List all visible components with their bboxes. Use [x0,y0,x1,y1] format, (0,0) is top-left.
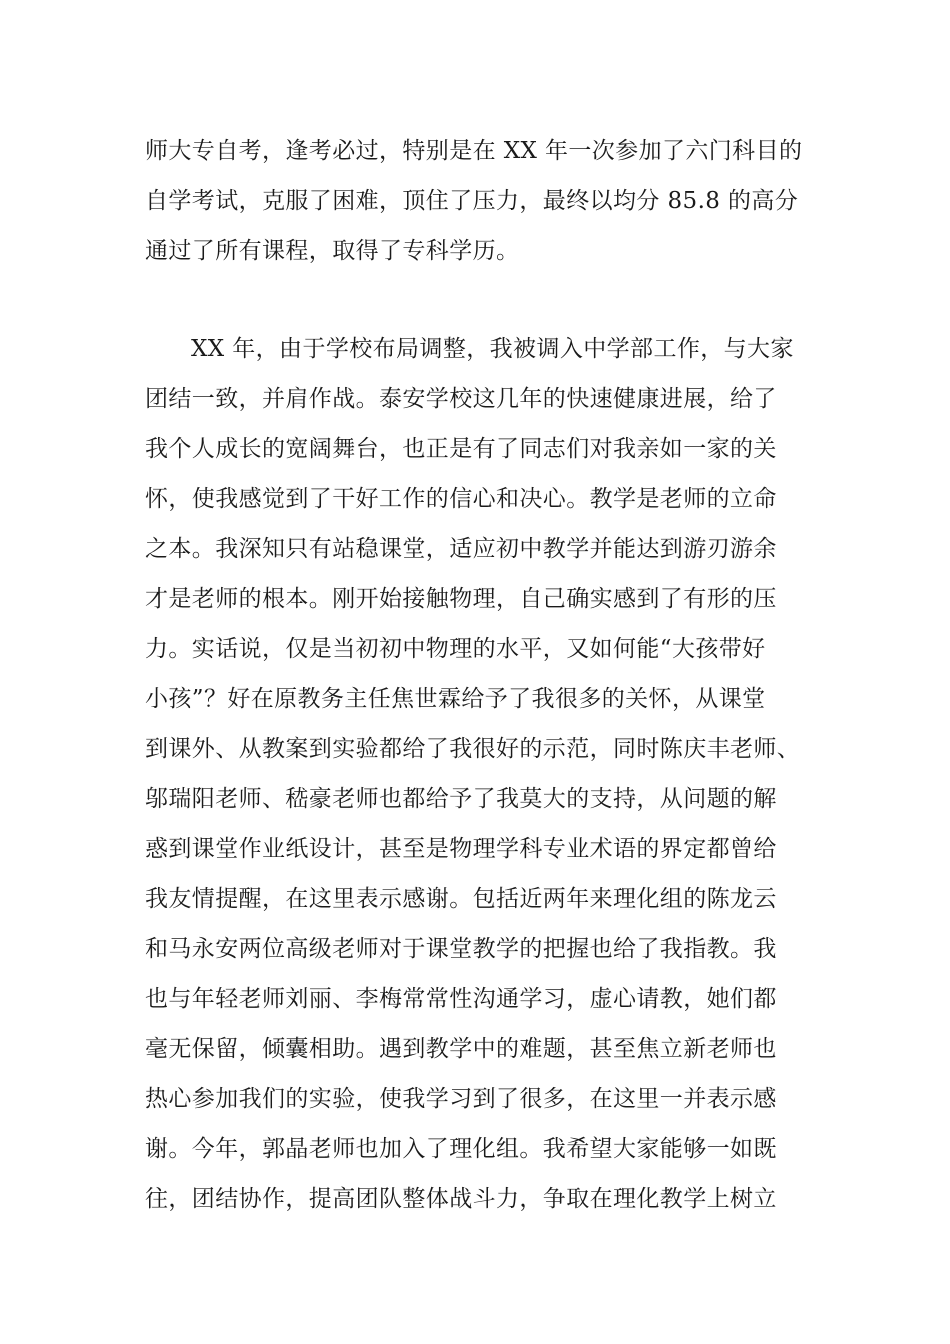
text-line: 才是老师的根本。刚开始接触物理，自己确实感到了有形的压 [145,586,777,612]
text-line: 我友情提醒，在这里表示感谢。包括近两年来理化组的陈龙云 [145,886,777,912]
text-line: 怀，使我感觉到了干好工作的信心和决心。教学是老师的立命 [145,486,777,512]
text-line: 我个人成长的宽阔舞台，也正是有了同志们对我亲如一家的关 [145,436,777,462]
text-line: 也与年轻老师刘丽、李梅常常性沟通学习，虚心请教，她们都 [145,986,777,1012]
text-line: 通过了所有课程，取得了专科学历。 [145,238,520,264]
text-line: 之本。我深知只有站稳课堂，适应初中教学并能达到游刃游余 [145,536,777,562]
text-line: 到课外、从教案到实验都给了我很好的示范，同时陈庆丰老师、 [145,736,801,762]
paragraph-spacer [145,276,815,324]
text-line-first: XX 年，由于学校布局调整，我被调入中学部工作，与大家 [191,336,794,362]
text-line: 和马永安两位高级老师对于课堂教学的把握也给了我指教。我 [145,936,777,962]
text-line: 谢。今年，郭晶老师也加入了理化组。我希望大家能够一如既 [145,1136,777,1162]
paragraph-continuation [145,126,815,276]
text-line: 团结一致，并肩作战。泰安学校这几年的快速健康进展，给了 [145,386,777,412]
text-line: 力。实话说，仅是当初初中物理的水平，又如何能“大孩带好 [145,636,766,662]
text-line: 惑到课堂作业纸设计，甚至是物理学科专业术语的界定都曾给 [145,836,777,862]
paragraph-main [145,324,815,1224]
text-line: 小孩”？好在原教务主任焦世霖给予了我很多的关怀，从课堂 [145,686,766,712]
text-line: 毫无保留，倾囊相助。遇到教学中的难题，甚至焦立新老师也 [145,1036,777,1062]
text-line: 往，团结协作，提高团队整体战斗力，争取在理化教学上树立 [145,1186,777,1212]
text-line: 师大专自考，逢考必过，特别是在 XX 年一次参加了六门科目的 [145,138,803,164]
document-body [145,126,815,1224]
text-line: 邬瑞阳老师、嵇豪老师也都给予了我莫大的支持，从问题的解 [145,786,777,812]
text-line: 热心参加我们的实验，使我学习到了很多，在这里一并表示感 [145,1086,777,1112]
text-line: 自学考试，克服了困难，顶住了压力，最终以均分 85.8 的高分 [145,188,799,214]
